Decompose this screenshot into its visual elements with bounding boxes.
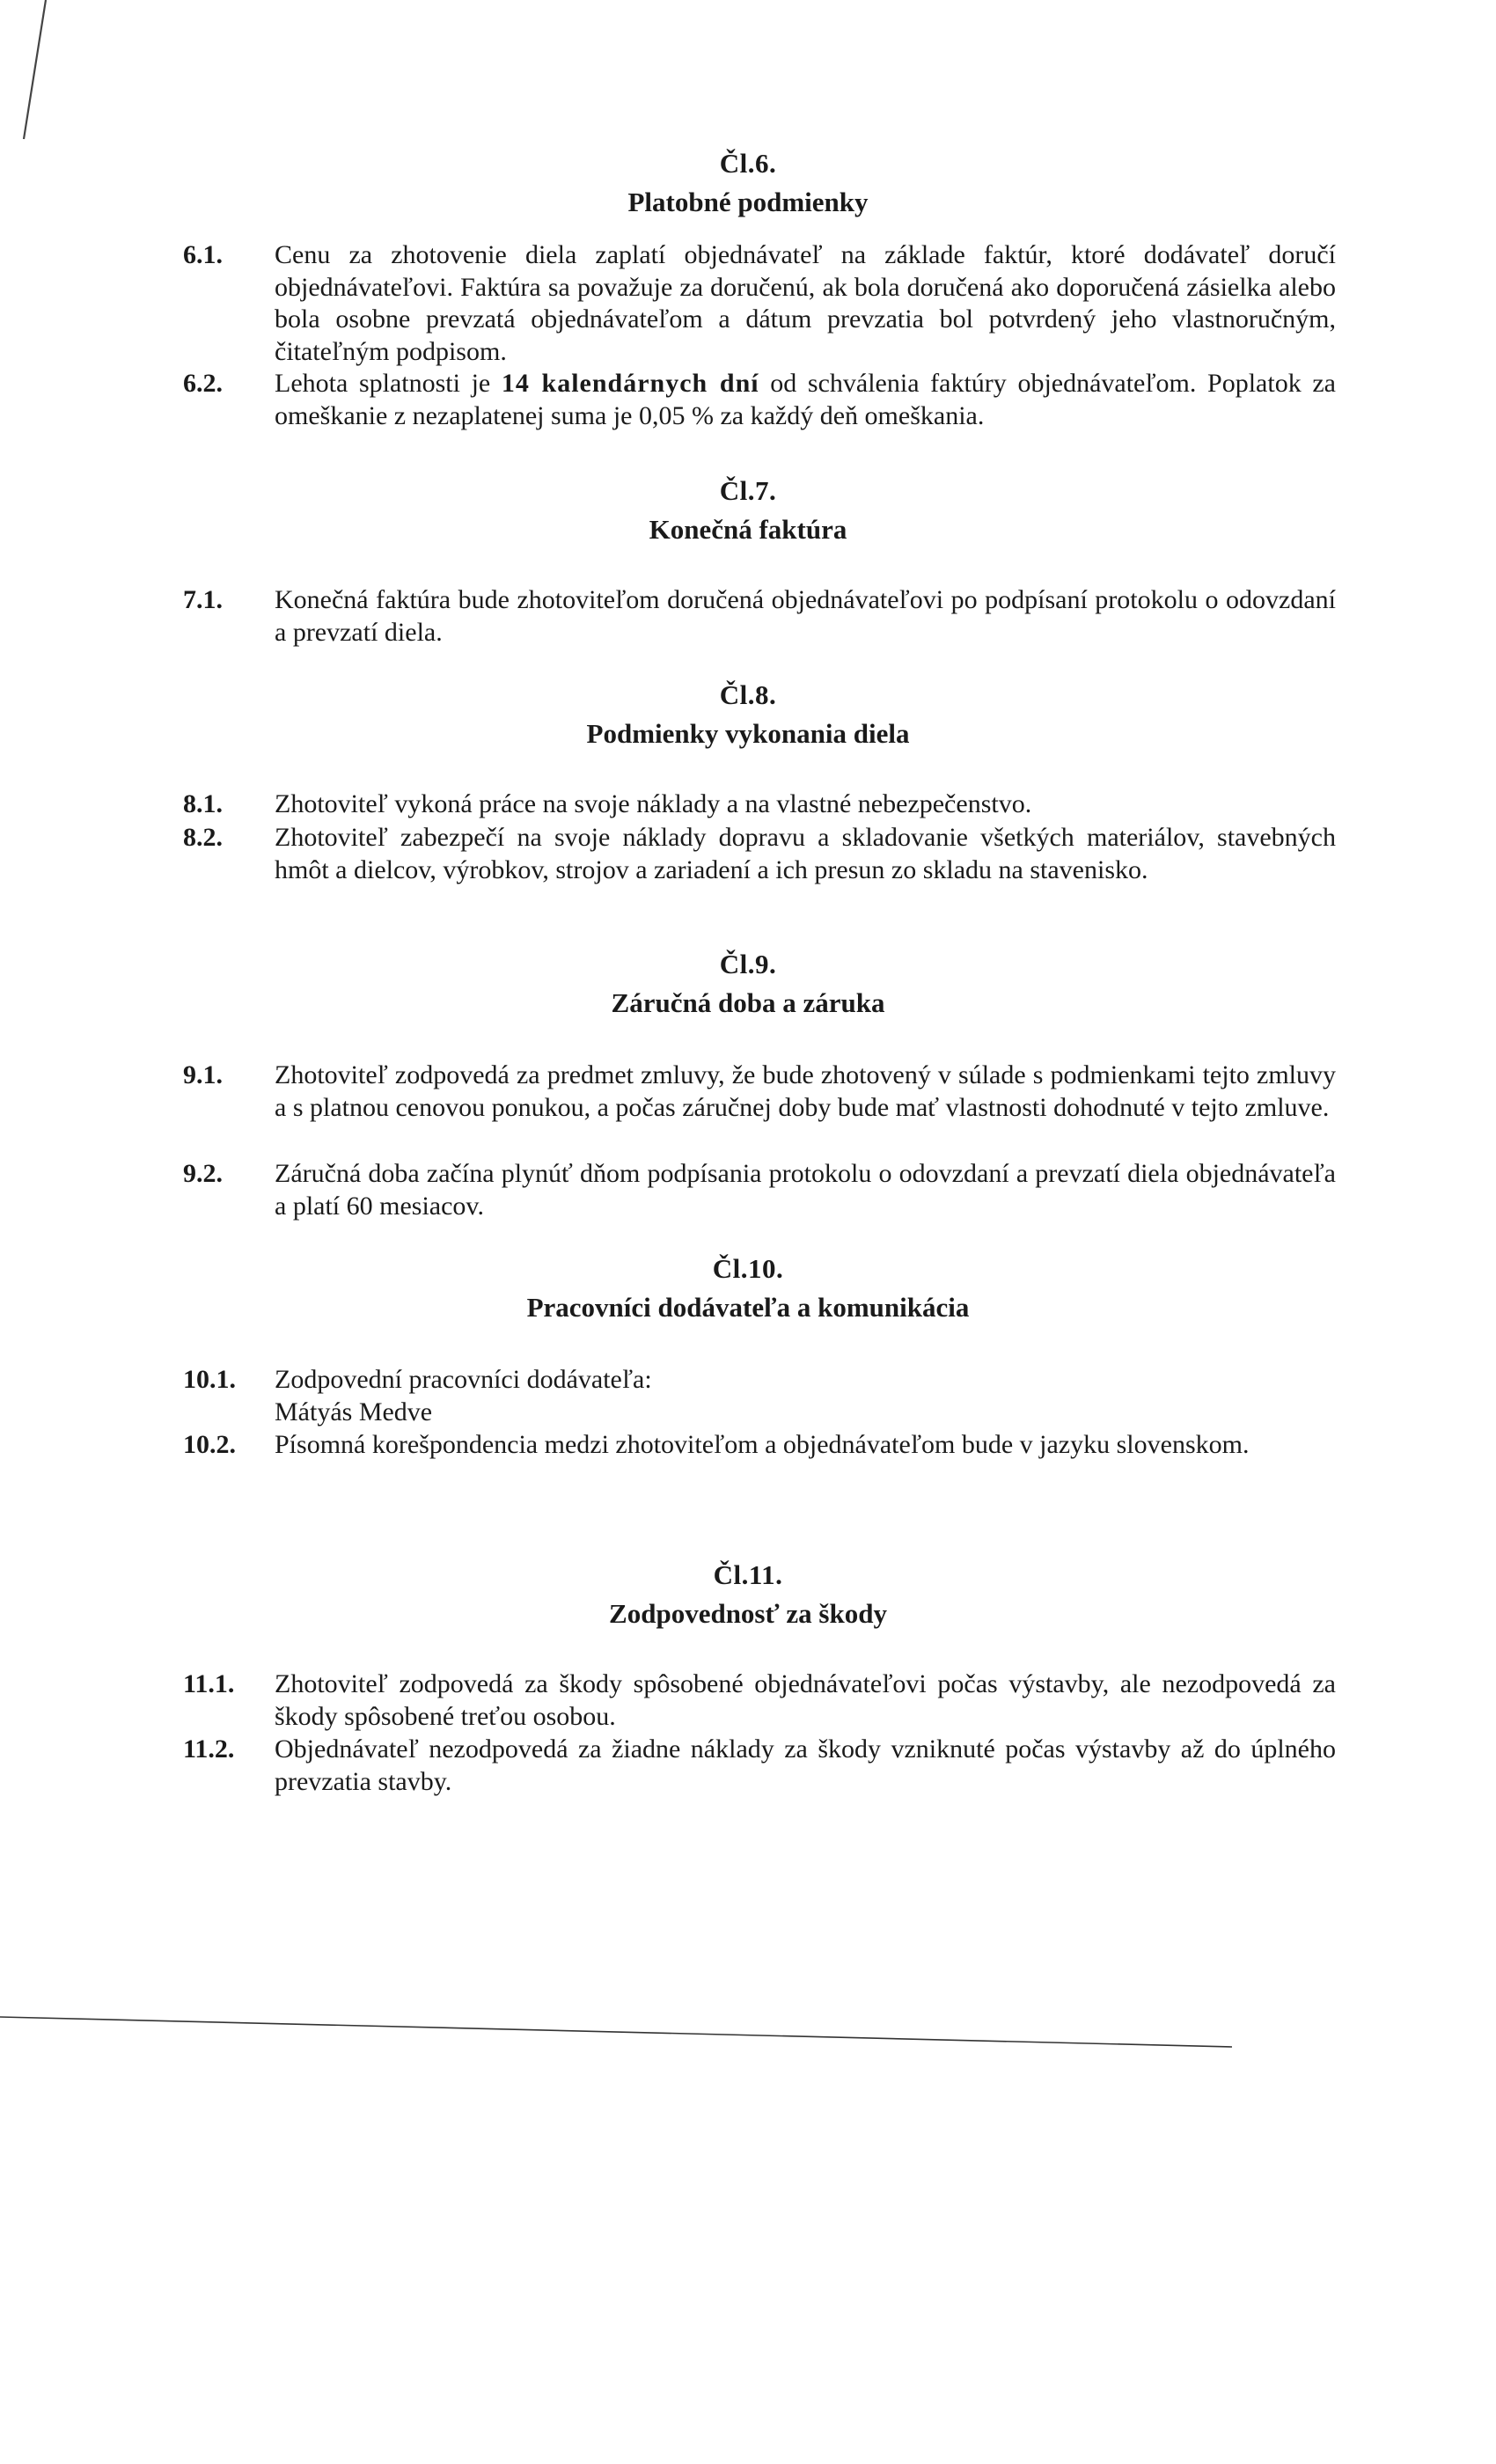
top-left-pen-stroke — [24, 0, 46, 139]
article-10-heading — [0, 1253, 1496, 1324]
clause-text: Zhotoviteľ vykoná práce na svoje náklady a na vlastné nebezpečenstvo. — [275, 789, 1032, 818]
clause-text: Zhotoviteľ zabezpečí na svoje náklady dopravu a skladovanie všetkých materiálov, stavebných hmôt a dielcov, výrobkov, strojov a zariadení a ich presun zo skladu na stavenisko. — [275, 823, 1336, 884]
clause-text — [275, 368, 1336, 432]
article-number: Čl.11. — [713, 1559, 783, 1590]
clause-number: 10.1. — [183, 1365, 236, 1394]
clause-8-1 — [183, 788, 1336, 821]
clause-text: Zhotoviteľ zodpovedá za predmet zmluvy, že bude zhotovený v súlade s podmienkami tejto zmluvy a s platnou cenovou ponukou, a počas záručnej doby bude mať vlastnosti dohodnuté v tejto zmluve. — [275, 1060, 1336, 1122]
clause-6-1 — [183, 239, 1336, 368]
clause-number: 8.1. — [183, 789, 223, 818]
clause-number: 9.1. — [183, 1060, 223, 1089]
clause-10-1 — [183, 1364, 1336, 1428]
article-title: Záručná doba a záruka — [611, 987, 885, 1018]
clause-text: Konečná faktúra bude zhotoviteľom doručená objednávateľovi po podpísaní protokolu o odovzdaní a prevzatí diela. — [275, 585, 1336, 647]
clause-number: 8.2. — [183, 823, 223, 852]
clause-text-part: Lehota splatnosti je — [275, 369, 502, 398]
clause-number: 6.2. — [183, 369, 223, 398]
clause-6-2 — [183, 368, 1336, 432]
clause-text: Písomná korešpondencia medzi zhotoviteľom a objednávateľom bude v jazyku slovenskom. — [275, 1430, 1250, 1459]
clause-text: Cenu za zhotovenie diela zaplatí objednávateľ na základe faktúr, ktoré dodávateľ doručí objednávateľovi. Faktúra sa považuje za doručenú, ak bola doručená ako doporučená zásielka alebo bola osobne prevzatá objednávateľom a dátum prevzatia bol potvrdený jeho vlastnoručným, čitateľným podpisom. — [275, 240, 1336, 366]
article-6-heading — [0, 148, 1496, 218]
clause-number: 11.2. — [183, 1734, 235, 1764]
clause-text — [275, 1364, 1336, 1428]
clause-9-2 — [183, 1158, 1336, 1222]
clause-7-1 — [183, 584, 1336, 649]
clause-text-part: od schválenia faktúry objednávateľom. Poplatok za omeškanie z nezaplatenej suma je 0,05 % za každý deň omeškania. — [275, 369, 1336, 430]
article-title: Zodpovednosť za škody — [609, 1598, 887, 1629]
clause-text: Záručná doba začína plynúť dňom podpísania protokolu o odovzdaní a prevzatí diela objednávateľa a platí 60 mesiacov. — [275, 1159, 1336, 1221]
clause-number: 11.1. — [183, 1669, 235, 1698]
article-number: Čl.8. — [719, 679, 777, 710]
article-7-heading — [0, 475, 1496, 546]
clause-number: 6.1. — [183, 240, 223, 269]
responsible-person-name: Mátyás Medve — [275, 1397, 433, 1426]
article-number: Čl.6. — [719, 148, 777, 179]
clause-number: 9.2. — [183, 1159, 223, 1188]
article-number: Čl.10. — [712, 1253, 784, 1284]
clause-11-1 — [183, 1668, 1336, 1733]
clause-8-2 — [183, 822, 1336, 886]
article-title: Podmienky vykonania diela — [586, 718, 910, 749]
article-11-heading — [0, 1559, 1496, 1630]
clause-text: Objednávateľ nezodpovedá za žiadne náklady za škody vzniknuté počas výstavby až do úplného prevzatia stavby. — [275, 1734, 1336, 1796]
payment-term-bold: 14 kalendárnych dní — [501, 369, 759, 398]
article-9-heading — [0, 949, 1496, 1019]
clause-10-2 — [183, 1429, 1336, 1462]
bottom-pen-stroke — [0, 2017, 1232, 2047]
clause-number: 7.1. — [183, 585, 223, 614]
clause-11-2 — [183, 1734, 1336, 1798]
article-title: Platobné podmienky — [627, 187, 869, 217]
article-title: Pracovníci dodávateľa a komunikácia — [526, 1292, 970, 1323]
article-8-heading — [0, 679, 1496, 750]
clause-text-line: Zodpovední pracovníci dodávateľa: — [275, 1365, 652, 1394]
clause-text: Zhotoviteľ zodpovedá za škody spôsobené objednávateľovi počas výstavby, ale nezodpovedá za škody spôsobené treťou osobou. — [275, 1669, 1336, 1731]
article-number: Čl.7. — [719, 475, 777, 506]
article-number: Čl.9. — [719, 949, 777, 979]
article-title: Konečná faktúra — [649, 514, 847, 545]
clause-number: 10.2. — [183, 1430, 236, 1459]
clause-9-1 — [183, 1060, 1336, 1124]
